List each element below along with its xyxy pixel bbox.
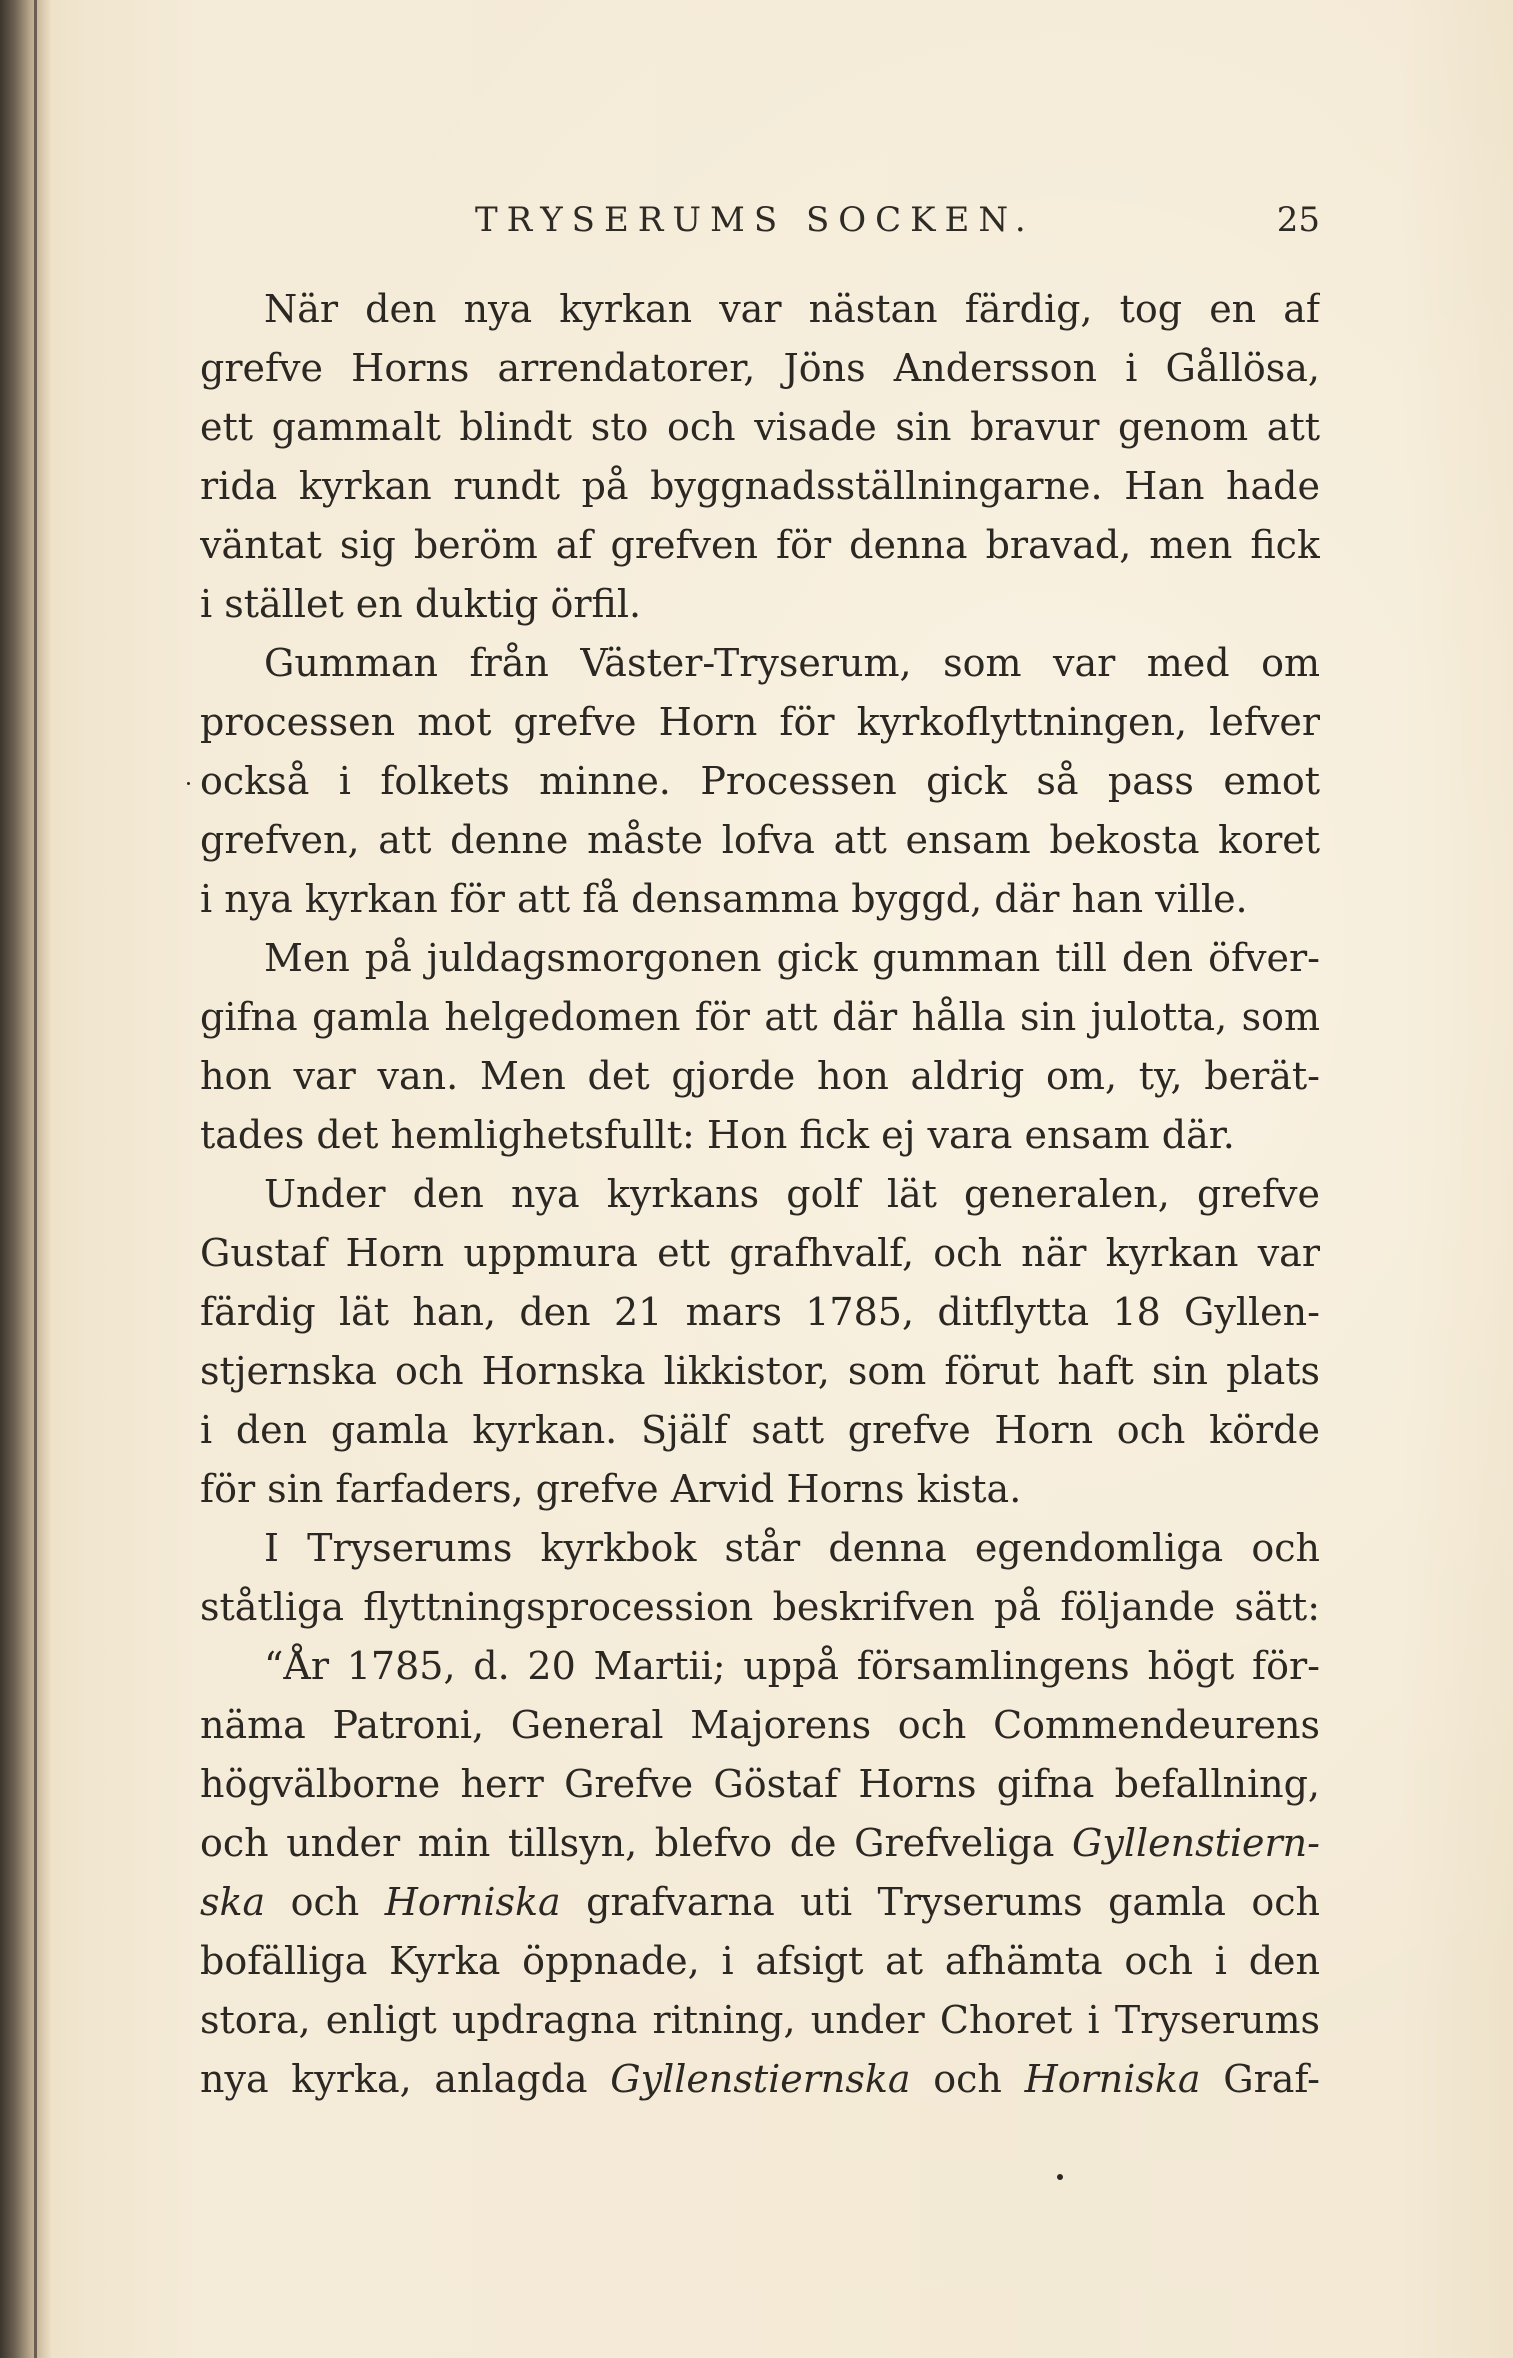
text-line: i den gamla kyrkan. Själf satt grefve Horn och körde [200, 1408, 1320, 1452]
text-line: I Tryserums kyrkbok står denna egendomliga och [264, 1526, 1320, 1570]
text-line: högvälborne herr Grefve Göstaf Horns gifna befallning, [200, 1762, 1320, 1806]
text-line: färdig lät han, den 21 mars 1785, ditflytta 18 Gyllen- [200, 1290, 1320, 1334]
text-segment: nya kyrka, anlagda [200, 2057, 588, 2101]
running-head: TRYSERUMS SOCKEN. [475, 200, 1035, 240]
text-line: också i folkets minne. Processen gick så pass emot [200, 759, 1320, 803]
text-segment: och [933, 2057, 1002, 2101]
text-line: väntat sig beröm af grefven för denna bravad, men fick [200, 523, 1320, 567]
text-line: grefven, att denne måste lofva att ensam bekosta koret [200, 818, 1320, 862]
binding-edge [34, 0, 37, 2358]
text-line [200, 1814, 1320, 1873]
text-line [200, 2050, 1320, 2109]
text-line: bofälliga Kyrka öppnade, i afsigt at afhämta och i den [200, 1939, 1320, 1983]
text-line: i nya kyrkan för att få densamma byggd, där han ville. [200, 877, 1248, 921]
text-line: ett gammalt blindt sto och visade sin bravur genom att [200, 405, 1320, 449]
text-line: näma Patroni, General Majorens och Commendeurens [200, 1703, 1320, 1747]
italic-name: Horniska [1024, 2057, 1201, 2101]
italic-name: ska [200, 1880, 266, 1924]
text-line [200, 1873, 1320, 1932]
text-line: rida kyrkan rundt på byggnadsställningarne. Han hade [200, 464, 1320, 508]
text-line: i stället en duktig örfil. [200, 582, 642, 626]
text-line: gifna gamla helgedomen för att där hålla sin julotta, som [200, 995, 1320, 1039]
text-line: ståtliga flyttningsprocession beskrifven på följande sätt: [200, 1585, 1320, 1629]
text-line: När den nya kyrkan var nästan färdig, tog en af [264, 287, 1320, 331]
text-line: Gustaf Horn uppmura ett grafhvalf, och när kyrkan var [200, 1231, 1320, 1275]
text-line: processen mot grefve Horn för kyrkoflyttningen, lefver [200, 700, 1320, 744]
text-line: grefve Horns arrendatorer, Jöns Andersson i Gållösa, [200, 346, 1320, 390]
ink-speck [187, 782, 190, 785]
text-line: stjernska och Hornska likkistor, som förut haft sin plats [200, 1349, 1320, 1393]
italic-name: Gyllenstiernska [610, 2057, 911, 2101]
body-text [200, 280, 1320, 2109]
text-segment: grafvarna uti Tryserums gamla och [586, 1880, 1320, 1924]
text-line: tades det hemlighetsfullt: Hon fick ej vara ensam där. [200, 1113, 1235, 1157]
text-line: stora, enligt updragna ritning, under Choret i Tryserums [200, 1998, 1320, 2042]
text-line: Under den nya kyrkans golf lät generalen, grefve [264, 1172, 1320, 1216]
text-segment: och [290, 1880, 360, 1924]
text-line: Men på juldagsmorgonen gick gumman till den öfver- [264, 936, 1320, 980]
book-binding-shadow [0, 0, 52, 2358]
italic-name: Horniska [384, 1880, 561, 1924]
italic-name: Gyllenstiern- [1072, 1821, 1320, 1865]
ink-speck [1057, 2174, 1063, 2180]
text-segment: och under min tillsyn, blefvo de Grefveliga [200, 1821, 1055, 1865]
text-line: för sin farfaders, grefve Arvid Horns kista. [200, 1467, 1022, 1511]
page-number: 25 [1276, 200, 1320, 240]
text-line: hon var van. Men det gjorde hon aldrig om, ty, berät- [200, 1054, 1320, 1098]
page-header [200, 200, 1320, 256]
text-line: “År 1785, d. 20 Martii; uppå församlingens högt för- [264, 1644, 1320, 1688]
text-line: Gumman från Väster-Tryserum, som var med om [264, 641, 1320, 685]
text-segment: Graf- [1223, 2057, 1320, 2101]
